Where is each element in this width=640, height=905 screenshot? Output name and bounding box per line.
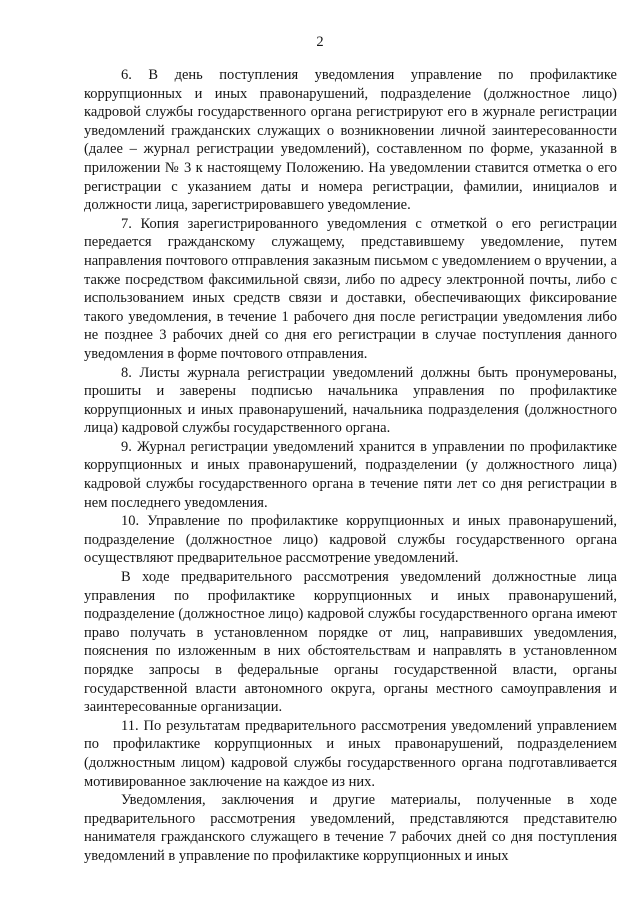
page-number: 2 <box>316 34 324 50</box>
paragraph-8: 8. Листы журнала регистрации уведомлений должны быть пронумерованы, прошиты и заверены подписью начальника управления по профилактике коррупционных и иных правонарушений, начальника подразделения (должностного лица) кадровой службы государственного органа. <box>84 364 617 437</box>
paragraph-6: 6. В день поступления уведомления управление по профилактике коррупционных и иных правонарушений, подразделение (должностное лицо) кадровой службы государственного органа регистрируют его в журнале регистрации уведомлений гражданских служащих о возникновении личной заинтересованности (далее – журнал регистрации уведомлений), составленном по форме, указанной в приложении № 3 к настоящему Положению. На уведомлении ставится отметка о его регистрации с указанием даты и номера регистрации, фамилии, инициалов и должности лица, зарегистрировавшего уведомление. <box>84 67 617 214</box>
paragraph-10: 10. Управление по профилактике коррупционных и иных правонарушений, подразделение (должностное лицо) кадровой службы государственного органа осуществляют предварительное рассмотрение уведомлений. <box>84 513 617 567</box>
paragraph-11: 11. По результатам предварительного рассмотрения уведомлений управлением по профилактике коррупционных и иных правонарушений, подразделением (должностным лицом) кадровой службы государственного органа подготавливается мотивированное заключение на каждое из них. <box>84 717 617 790</box>
paragraph-9: 9. Журнал регистрации уведомлений хранится в управлении по профилактике коррупционных и иных правонарушений, подразделении (у должностного лица) кадровой службы государственного органа в течение пяти лет со дня регистрации в нем последнего уведомления. <box>84 438 617 511</box>
paragraph-7: 7. Копия зарегистрированного уведомления с отметкой о его регистрации передается гражданскому служащему, представившему уведомление, путем направления почтового отправления заказным письмом с уведомлением о вручении, а также посредством факсимильной связи, либо по адресу электронной почты, либо с использованием иных средств связи и доставки, обеспечивающих фиксирование такого уведомления, в течение 1 рабочего дня после регистрации уведомления либо не позднее 3 рабочих дней со дня его регистрации в случае поступления данного уведомления в форме почтового отправления. <box>84 215 617 362</box>
paragraph-10-details: В ходе предварительного рассмотрения уведомлений должностные лица управления по профилактике коррупционных и иных правонарушений, подразделение (должностное лицо) кадровой службы государственного органа имеют право получать в установленном порядке от лиц, направивших уведомления, пояснения по изложенным в них обстоятельствам и направлять в установленном порядке запросы в федеральные органы государственной власти, органы государственной власти автономного округа, органы местного самоуправления и заинтересованные организации. <box>84 569 617 716</box>
document-body <box>84 66 617 866</box>
paragraph-11-details: Уведомления, заключения и другие материалы, полученные в ходе предварительного рассмотрения уведомлений, представляются представителю нанимателя гражданского служащего в течение 7 рабочих дней со дня поступления уведомлений в управление по профилактике коррупционных и иных <box>84 792 617 864</box>
